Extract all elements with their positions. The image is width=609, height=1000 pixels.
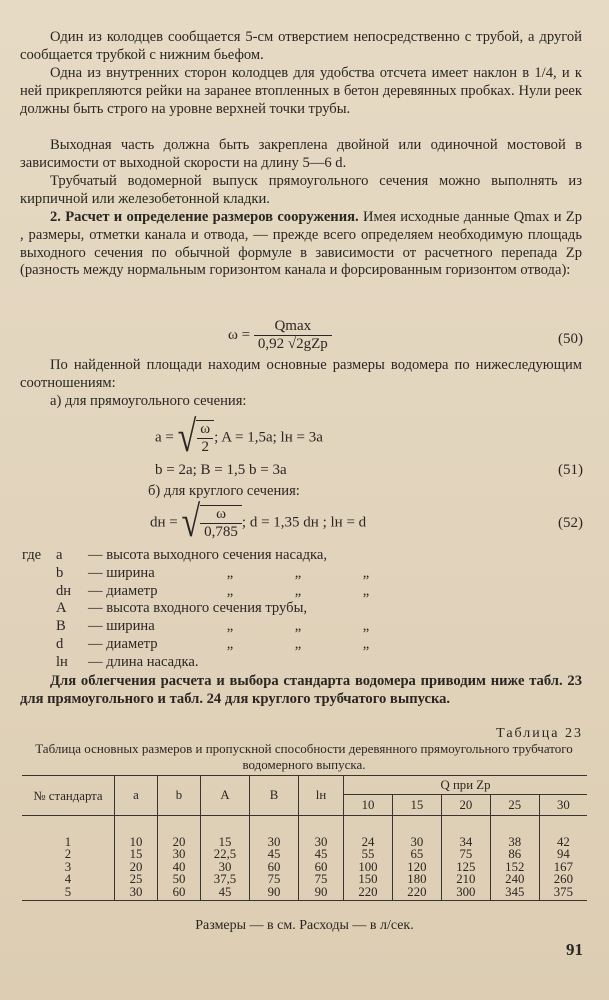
ditto-mark: „ — [226, 582, 234, 599]
table-cell: 86 — [490, 848, 539, 860]
formula-52-rest: ; d = 1,35 dн ; lн = d — [241, 514, 367, 531]
header-standard: № стандарта — [22, 776, 115, 816]
table-cell: 30 — [158, 848, 201, 860]
table-cell: 55 — [344, 848, 393, 860]
data-table-23 — [22, 775, 587, 901]
paragraph-3: Выходная часть должна быть закреплена двойной или одиночной мостовой в зависимости от выходной скорости на длину 5—6 d. — [20, 137, 582, 171]
header-col: a — [115, 776, 158, 816]
formula-51-line-1 — [155, 413, 323, 462]
table-body — [22, 816, 587, 901]
header-col: b — [158, 776, 201, 816]
table-row — [22, 886, 587, 901]
section-2-paragraph — [20, 209, 582, 280]
table-cell: 1 — [64, 835, 72, 849]
table-cell: 30 — [392, 816, 441, 849]
legend-row — [22, 583, 400, 601]
table-caption: Таблица основных размеров и пропускной способности деревянного прямоугольного трубчатого водомерного выпуска. — [35, 741, 573, 772]
table-cell: 60 — [299, 861, 344, 873]
ditto-mark: „ — [362, 564, 370, 581]
ditto-mark: „ — [294, 564, 302, 581]
legend-row — [22, 600, 400, 618]
table-cell: 345 — [490, 886, 539, 901]
table-cell: 45 — [299, 848, 344, 860]
table-cell: 34 — [441, 816, 490, 849]
table-cell: 75 — [441, 848, 490, 860]
table-row — [22, 861, 587, 873]
table-cell: 167 — [539, 861, 587, 873]
table-cell: 45 — [201, 886, 250, 901]
table-cell: 60 — [250, 861, 299, 873]
table-cell: 30 — [115, 886, 158, 901]
legend-symbol: d — [56, 635, 64, 652]
formula-52-lhs: dн = — [150, 514, 178, 531]
table-cell: 5 — [22, 886, 115, 901]
legend-text: — ширина — [88, 564, 155, 581]
legend-text: — ширина — [88, 618, 155, 635]
table-cell: 3 — [64, 859, 72, 874]
table-row — [22, 816, 587, 849]
table-cell: 220 — [392, 886, 441, 901]
formula-50-radicand: 2gZр — [296, 336, 328, 352]
table-cell: 260 — [539, 873, 587, 885]
table-cell: 100 — [344, 861, 393, 873]
page-number: 91 — [566, 940, 583, 959]
ditto-mark: „ — [226, 635, 234, 652]
symbol-legend — [22, 547, 400, 672]
legend-row — [22, 547, 400, 565]
table-cell: 45 — [250, 848, 299, 860]
legend-text: — диаметр — [88, 635, 158, 652]
table-cell: 375 — [539, 886, 587, 901]
ditto-mark: „ — [362, 618, 370, 635]
formula-50-denominator — [254, 335, 332, 353]
equation-number-50: (50) — [558, 331, 583, 347]
table-row — [22, 873, 587, 885]
paragraph-2: Одна из внутренних сторон колодцев для удобства отсчета имеет наклон в 1/4, и к ней прикрепляются рейки на заранее втопленных в бетон деревянных пробках. Нули реек должны быть строго на уровне верхней точки трубы. — [20, 65, 582, 117]
table-cell: 24 — [344, 816, 393, 849]
formula-50-numerator: Qmax — [274, 318, 312, 334]
table-cell: 38 — [490, 816, 539, 849]
legend-row — [22, 636, 400, 654]
header-q-col: 15 — [392, 795, 441, 816]
formula-51-fraction — [196, 420, 214, 456]
table-note: Размеры — в см. Расходы — в л/сек. — [195, 918, 414, 933]
ditto-mark: „ — [294, 582, 302, 599]
equation-number-52: (52) — [558, 515, 583, 531]
formula-52 — [150, 498, 367, 547]
header-col: B — [250, 776, 299, 816]
text-after-50: По найденной площади находим основные размеры водомера по нижеследующим соотношениям: — [20, 357, 582, 391]
table-cell: 10 — [115, 816, 158, 849]
table-header-row — [22, 776, 587, 795]
formula-52-fraction — [200, 505, 242, 541]
legend-symbol: a — [56, 547, 63, 563]
table-cell: 4 — [64, 872, 72, 887]
table-cell: 300 — [441, 886, 490, 901]
table-cell: 75 — [250, 873, 299, 885]
ditto-mark: „ — [226, 618, 234, 635]
sqrt-sign-icon: √ — [287, 336, 297, 352]
table-cell: 15 — [201, 816, 250, 849]
table-cell: 75 — [299, 873, 344, 885]
table-row — [22, 848, 587, 860]
header-q-col: 20 — [441, 795, 490, 816]
table-intro-text: Для облегчения расчета и выбора стандарта водомера приводим ниже табл. 23 для прямоугольного и табл. 24 для круглого трубчатого выпуска. — [20, 673, 582, 707]
formula-51-denominator: 2 — [197, 438, 213, 456]
section-2-heading: 2. Расчет и определение размеров сооружения. — [50, 209, 359, 225]
formula-50-fraction — [254, 318, 332, 353]
header-q-col: 30 — [539, 795, 587, 816]
formula-51-numerator: ω — [200, 421, 211, 437]
header-q-group: Q при Zр — [344, 776, 588, 795]
case-b-label: б) для круглого сечения: — [148, 483, 300, 499]
table-cell: 30 — [201, 861, 250, 873]
ditto-mark: „ — [362, 635, 370, 652]
ditto-mark: „ — [226, 564, 234, 581]
case-a-label: а) для прямоугольного сечения: — [50, 393, 247, 409]
equation-number-51: (51) — [558, 462, 583, 478]
table-cell: 210 — [441, 873, 490, 885]
table-cell: 90 — [299, 886, 344, 901]
table-cell: 152 — [490, 861, 539, 873]
ditto-mark: „ — [294, 635, 302, 652]
table-cell: 25 — [115, 873, 158, 885]
ditto-mark: „ — [362, 582, 370, 599]
table-cell: 42 — [539, 816, 587, 849]
table-cell: 150 — [344, 873, 393, 885]
table-cell: 50 — [158, 873, 201, 885]
formula-51-line-2: b = 2a; B = 1,5 b = 3a — [155, 462, 287, 478]
table-cell: 220 — [344, 886, 393, 901]
table-cell: 20 — [158, 816, 201, 849]
legend-row — [22, 618, 400, 636]
table-cell: 22,5 — [201, 848, 250, 860]
formula-50-lhs: ω = — [228, 326, 251, 343]
legend-symbol: dн — [56, 582, 72, 599]
formula-52-numerator: ω — [216, 506, 226, 522]
table-cell: 20 — [115, 861, 158, 873]
legend-text: — диаметр — [88, 582, 158, 599]
table-cell: 120 — [392, 861, 441, 873]
legend-symbol: b — [56, 564, 64, 581]
table-cell: 40 — [158, 861, 201, 873]
header-col: lн — [299, 776, 344, 816]
section-2-text: Имея исходные данные Qmax и Zр , размеры, отметки канала и отвода, — прежде всего определяем необходимую площадь выходного сечения по обычной формуле в зависимости от расчетного перепада Zр (разность между нормальным горизонтом канала и форсированным горизонтом отвода): — [20, 209, 582, 279]
sqrt-sign-icon: √ — [181, 498, 201, 547]
table-cell: 30 — [250, 816, 299, 849]
table-cell: 15 — [115, 848, 158, 860]
header-q-col: 10 — [344, 795, 393, 816]
legend-intro: где — [22, 547, 42, 563]
table-cell: 30 — [299, 816, 344, 849]
table-cell: 180 — [392, 873, 441, 885]
formula-51-lhs: a = — [155, 429, 174, 446]
table-cell: 240 — [490, 873, 539, 885]
header-q-col: 25 — [490, 795, 539, 816]
formula-52-denominator: 0,785 — [200, 523, 242, 541]
legend-symbol: B — [56, 618, 66, 635]
table-label: Таблица 23 — [496, 726, 583, 741]
table-cell: 60 — [158, 886, 201, 901]
legend-row — [22, 654, 400, 672]
legend-text: — высота выходного сечения насадка, — [88, 547, 328, 563]
legend-text: — длина насадка. — [88, 653, 199, 670]
table-cell: 125 — [441, 861, 490, 873]
formula-50 — [228, 318, 332, 353]
legend-symbol: A — [56, 600, 67, 617]
formula-50-coef: 0,92 — [257, 336, 285, 352]
legend-text: — высота входного сечения трубы, — [88, 600, 308, 617]
table-cell: 90 — [250, 886, 299, 901]
sqrt-sign-icon: √ — [177, 413, 197, 462]
legend-symbol: lн — [56, 653, 68, 670]
header-col: A — [201, 776, 250, 816]
paragraph-1: Один из колодцев сообщается 5-см отверстием непосредственно с трубой, а другой сообщается трубкой с нижним бьефом. — [20, 29, 582, 63]
ditto-mark: „ — [294, 618, 302, 635]
paragraph-4: Трубчатый водомерной выпуск прямоугольного сечения можно выполнять из кирпичной или железобетонной кладки. — [20, 173, 582, 207]
table-cell: 37,5 — [201, 873, 250, 885]
table-cell: 65 — [392, 848, 441, 860]
table-cell: 94 — [539, 848, 587, 860]
formula-51-rest: ; A = 1,5a; lн = 3a — [214, 429, 323, 446]
legend-row — [22, 565, 400, 583]
table-cell: 2 — [64, 847, 72, 862]
